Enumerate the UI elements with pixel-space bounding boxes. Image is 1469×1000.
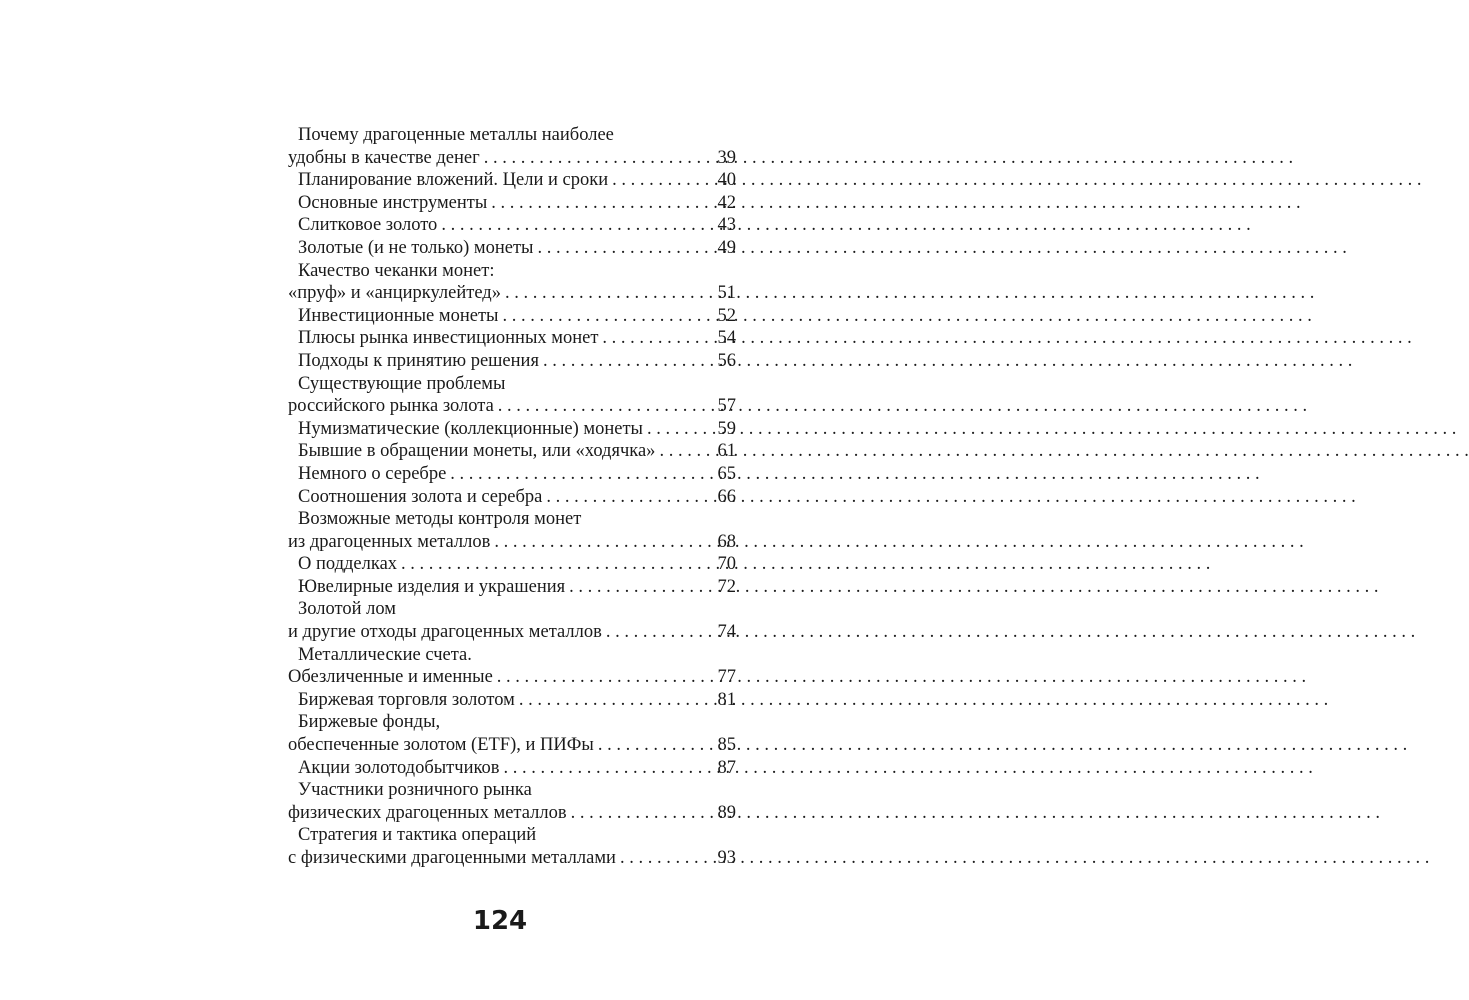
toc-entry-title: Бывшие в обращении монеты, или «ходячка» (298, 441, 656, 462)
toc-entry-page: 39 (717, 147, 736, 168)
dot-leader (616, 847, 714, 870)
toc-entry-line (288, 147, 736, 170)
toc-entry-page: 89 (717, 802, 736, 823)
dot-leader (501, 282, 714, 305)
toc-entry (288, 305, 736, 328)
dot-leader (539, 350, 714, 373)
dot-leader (437, 214, 713, 237)
toc-entry-title: Плюсы рынка инвестиционных монет (298, 328, 599, 349)
toc-entry (288, 757, 736, 780)
toc-entry-line (288, 463, 736, 486)
toc-entry (288, 260, 736, 305)
toc-entry-line (288, 169, 736, 192)
page-number: 124 (472, 906, 528, 936)
toc-entry-page: 52 (717, 305, 736, 326)
toc-entry-title-first-line: Почему драгоценные металлы наиболее (298, 125, 614, 145)
toc-entry-title-first-line: Возможные методы контроля монет (298, 509, 582, 530)
toc-entry-title: и другие отходы драгоценных металлов (288, 622, 602, 643)
toc-entry-page: 40 (717, 170, 736, 191)
dot-leader (480, 147, 714, 170)
toc-entry-line (288, 531, 736, 554)
toc-entry (288, 824, 736, 869)
dot-leader (490, 531, 713, 554)
toc-entry (288, 779, 736, 824)
toc-entry-page: 87 (717, 757, 736, 778)
toc-entry-title-first-line: Биржевые фонды, (298, 712, 441, 733)
toc-entry (288, 576, 736, 599)
toc-entry-page: 51 (717, 283, 736, 304)
dot-leader (602, 621, 714, 644)
toc-entry-page: 77 (717, 667, 736, 688)
toc-entry-title: О подделках (298, 554, 398, 575)
table-of-contents (288, 124, 736, 870)
dot-leader (608, 169, 713, 192)
toc-entry-page: 59 (717, 418, 736, 439)
toc-entry (288, 124, 736, 169)
toc-entry (288, 644, 736, 689)
toc-entry-title: Планирование вложений. Цели и сроки (298, 170, 609, 191)
toc-entry-title: Инвестиционные монеты (298, 305, 499, 326)
toc-entry (288, 418, 736, 441)
toc-entry-line (288, 621, 736, 644)
toc-entry-title: Нумизматические (коллекционные) монеты (298, 418, 643, 439)
toc-entry-line (288, 395, 736, 418)
dot-leader (542, 486, 713, 509)
toc-entry-line (288, 689, 736, 712)
toc-entry-line (288, 327, 736, 350)
dot-leader (594, 734, 714, 757)
toc-entry-page: 72 (717, 576, 736, 597)
toc-entry-line (288, 734, 736, 757)
toc-entry-line (288, 666, 736, 689)
toc-entry-title: Немного о серебре (298, 463, 447, 484)
toc-entry-title: Подходы к принятию решения (298, 350, 539, 371)
toc-entry-line (288, 847, 736, 870)
toc-entry-line (288, 440, 736, 463)
toc-entry-title-first-line: Существующие проблемы (298, 373, 506, 394)
toc-entry (288, 486, 736, 509)
toc-entry (288, 237, 736, 260)
toc-entry-title-first-line: Золотой лом (298, 599, 396, 620)
toc-entry (288, 327, 736, 350)
toc-entry-title: обеспеченные золотом (ETF), и ПИФы (288, 735, 594, 756)
toc-entry (288, 440, 736, 463)
toc-entry-title: российского рынка золота (288, 396, 494, 417)
toc-entry-line (288, 237, 736, 260)
toc-entry-line (288, 418, 736, 441)
toc-entry-page: 81 (717, 689, 736, 710)
toc-entry-page: 68 (717, 531, 736, 552)
dot-leader (446, 463, 713, 486)
dot-leader (515, 689, 714, 712)
dot-leader (493, 666, 714, 689)
toc-entry (288, 350, 736, 373)
toc-entry-line (288, 553, 736, 576)
toc-entry (288, 373, 736, 418)
toc-entry (288, 598, 736, 643)
dot-leader (565, 576, 713, 599)
toc-entry-line (288, 305, 736, 328)
dot-leader (598, 327, 713, 350)
toc-entry-title: Ювелирные изделия и украшения (298, 576, 566, 597)
dot-leader (643, 418, 714, 441)
toc-entry-line (288, 802, 736, 825)
toc-entry-page: 66 (717, 486, 736, 507)
toc-entry-page: 61 (717, 441, 736, 462)
dot-leader (655, 440, 713, 463)
toc-entry-title: Основные инструменты (298, 192, 488, 213)
toc-entry-title: Акции золотодобытчиков (298, 757, 500, 778)
toc-entry (288, 508, 736, 553)
dot-leader (567, 802, 714, 825)
toc-entry (288, 711, 736, 756)
toc-entry (288, 553, 736, 576)
toc-entry-title-first-line: Качество чеканки монет: (298, 260, 495, 281)
toc-entry-title: Соотношения золота и серебра (298, 486, 543, 507)
toc-entry-page: 85 (717, 735, 736, 756)
toc-entry (288, 214, 736, 237)
toc-entry-page: 42 (717, 192, 736, 213)
toc-entry-title: удобны в качестве денег (288, 147, 480, 168)
toc-entry-title-first-line: Металлические счета. (298, 644, 472, 665)
toc-entry-page: 54 (717, 328, 736, 349)
toc-entry-page: 43 (717, 215, 736, 236)
toc-entry-line (288, 486, 736, 509)
dot-leader (487, 192, 713, 215)
toc-entry-page: 56 (717, 350, 736, 371)
toc-entry-line (288, 282, 736, 305)
toc-entry-line (288, 192, 736, 215)
toc-entry-title: Слитковое золото (298, 215, 438, 236)
toc-entry-page: 49 (717, 237, 736, 258)
toc-entry-title-first-line: Стратегия и тактика операций (298, 825, 537, 846)
toc-entry (288, 192, 736, 215)
toc-entry-page: 70 (717, 554, 736, 575)
toc-entry-title: из драгоценных металлов (288, 531, 491, 552)
toc-entry-title: Обезличенные и именные (288, 667, 493, 688)
toc-entry (288, 463, 736, 486)
toc-entry-title: физических драгоценных металлов (288, 802, 567, 823)
toc-entry-title: Золотые (и не только) монеты (298, 237, 534, 258)
toc-entry-title: Биржевая торговля золотом (298, 689, 515, 710)
dot-leader (500, 757, 714, 780)
toc-entry (288, 689, 736, 712)
dot-leader (533, 237, 713, 260)
toc-entry-title: «пруф» и «анциркулейтед» (288, 283, 501, 304)
toc-entry-line (288, 576, 736, 599)
toc-entry-page: 65 (717, 463, 736, 484)
dot-leader (498, 305, 713, 328)
dot-leader (397, 553, 713, 576)
toc-entry-title: с физическими драгоценными металлами (288, 848, 616, 868)
toc-entry-page: 93 (717, 848, 736, 868)
toc-entry-line (288, 214, 736, 237)
toc-entry-page: 57 (717, 396, 736, 417)
toc-entry-page: 74 (717, 622, 736, 643)
dot-leader (494, 395, 714, 418)
toc-entry-title-first-line: Участники розничного рынка (298, 780, 532, 801)
toc-entry-line (288, 757, 736, 780)
toc-entry (288, 169, 736, 192)
toc-entry-line (288, 350, 736, 373)
